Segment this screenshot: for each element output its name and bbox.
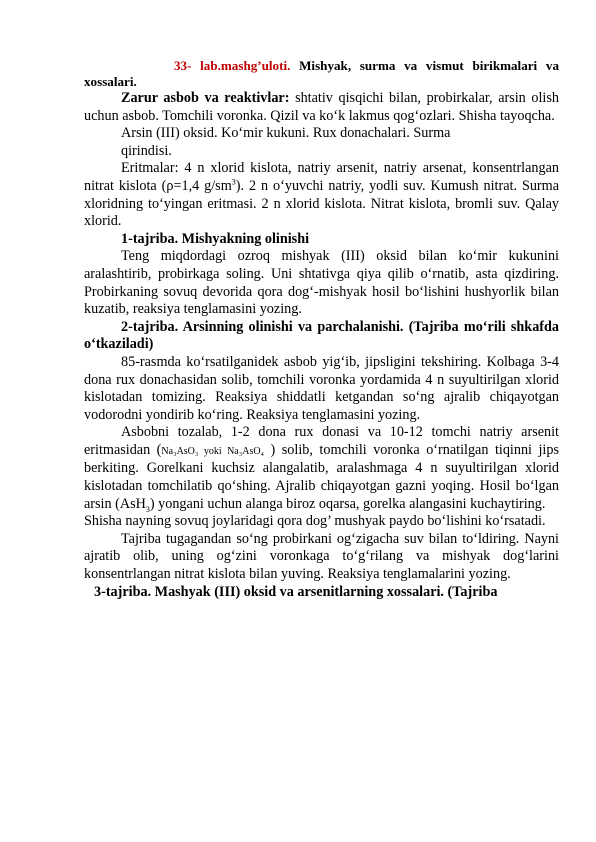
solutions-paragraph (84, 160, 559, 230)
lab-title-text: Mishyak, surma va vismut birikmalari va xossalari. (84, 58, 559, 89)
exp2-p2-a: Asbobni tozalab, 1-2 dona rux donasi va 10-12 tomchi natriy arsenit eritmasidan ( (84, 424, 559, 458)
arsine-subscript: 3 (145, 504, 150, 514)
equipment-text: shtativ qisqichi bilan, probirkalar, arsin olish uchun asbob. Tomchili voronka. Qizil va ko‘k lakmus qog‘ozlari. Shisha tayoqcha. (84, 90, 559, 124)
exp2-heading: 2-tajriba. Arsinning olinishi va parchalanishi. (Tajriba mo‘rili shkafda o‘tkaziladi) (84, 318, 559, 353)
lab-number: 33- lab.mashg’uloti. (174, 58, 291, 73)
solutions-sup: 3 (231, 177, 236, 187)
lab-title (84, 58, 559, 90)
exp2-paragraph-2 (84, 424, 559, 513)
exp2-paragraph-1: 85-rasmda ko‘rsatilganidek asbob yig‘ib, jipsligini tekshiring. Kolbaga 3-4 dona rux donachasidan solib, tomchili voronka yordamida 4 n suyultirilgan xlorid kislotadan tomizing. Reaksiya shiddatli ketgandan so‘ng ajralib chiqayotgan vodorodni yondirib ko‘ring. Reaksiya tenglamasini yozing. (84, 353, 559, 423)
exp2-p2-c: ) yongani uchun alanga biroz oqarsa, gorelka alangasini kuchaytiring. (149, 495, 546, 512)
exp1-text: Teng miqdordagi ozroq mishyak (III) oksid bilan ko‘mir kukunini aralashtirib, probirkaga soling. Uni shtativga qiya qilib o‘rnatib, asta qizdiring. Probirkaning sovuq devorida qora dog‘-mishyak hosil bo‘lishini hushyorlik bilan kuzatib, reaksiya tenglamasini yozing. (84, 248, 559, 318)
equipment-paragraph (84, 90, 559, 125)
reagents-line: Arsin (III) oksid. Ko‘mir kukuni. Rux donachalari. Surma qirindisi. (121, 125, 451, 159)
document-page (84, 58, 559, 601)
arsenite-formula: Na₃AsO₃ yoki Na₃AsO₄ (161, 445, 265, 457)
exp2-paragraph-4: Tajriba tugagandan so‘ng probirkani og‘zigacha suv bilan to‘ldiring. Nayni ajratib olib, uning og‘zini voronkaga to‘g‘rilang va mishyak dog‘larini konsentrlangan nitrat kislota bilan yuving. Reaksiya tenglamalarini yozing. (84, 530, 559, 583)
exp3-heading: 3-tajriba. Mashyak (III) oksid va arsenitlarning xossalari. (Tajriba (94, 583, 498, 600)
exp1-heading: 1-tajriba. Mishyakning olinishi (121, 230, 310, 247)
exp2-paragraph-3: Shisha nayning sovuq joylaridagi qora dog’ mushyak paydo bo‘lishini ko‘rsatadi. (84, 513, 546, 530)
solutions-text-1: Eritmalar: 4 n xlorid kislota, natriy arsenit, natriy arsenat, konsentrlangan nitrat kislota (ρ=1,4 g/sm (84, 160, 559, 194)
equipment-label: Zarur asbob va reaktivlar: (121, 90, 290, 106)
exp2-p2-b: ) solib, tomchili voronka o‘rnatilgan tiqinni jips berkiting. Gorelkani kuchsiz alangalatib, aralashmaga 4 n suyultirilgan xlorid kislotadan tomchilatib qo‘shing. Ajralib chiqayotgan gazni yoqing. Hosil bo‘lgan arsin (AsH (84, 441, 559, 512)
solutions-text-2: ). 2 n o‘yuvchi natriy, yodli suv. Kumush nitrat. Surma xloridning to‘yingan eritmasi. 2 n xlorid kislota. Nitrat kislota, bromli suv. Qalay xlorid. (84, 177, 559, 230)
